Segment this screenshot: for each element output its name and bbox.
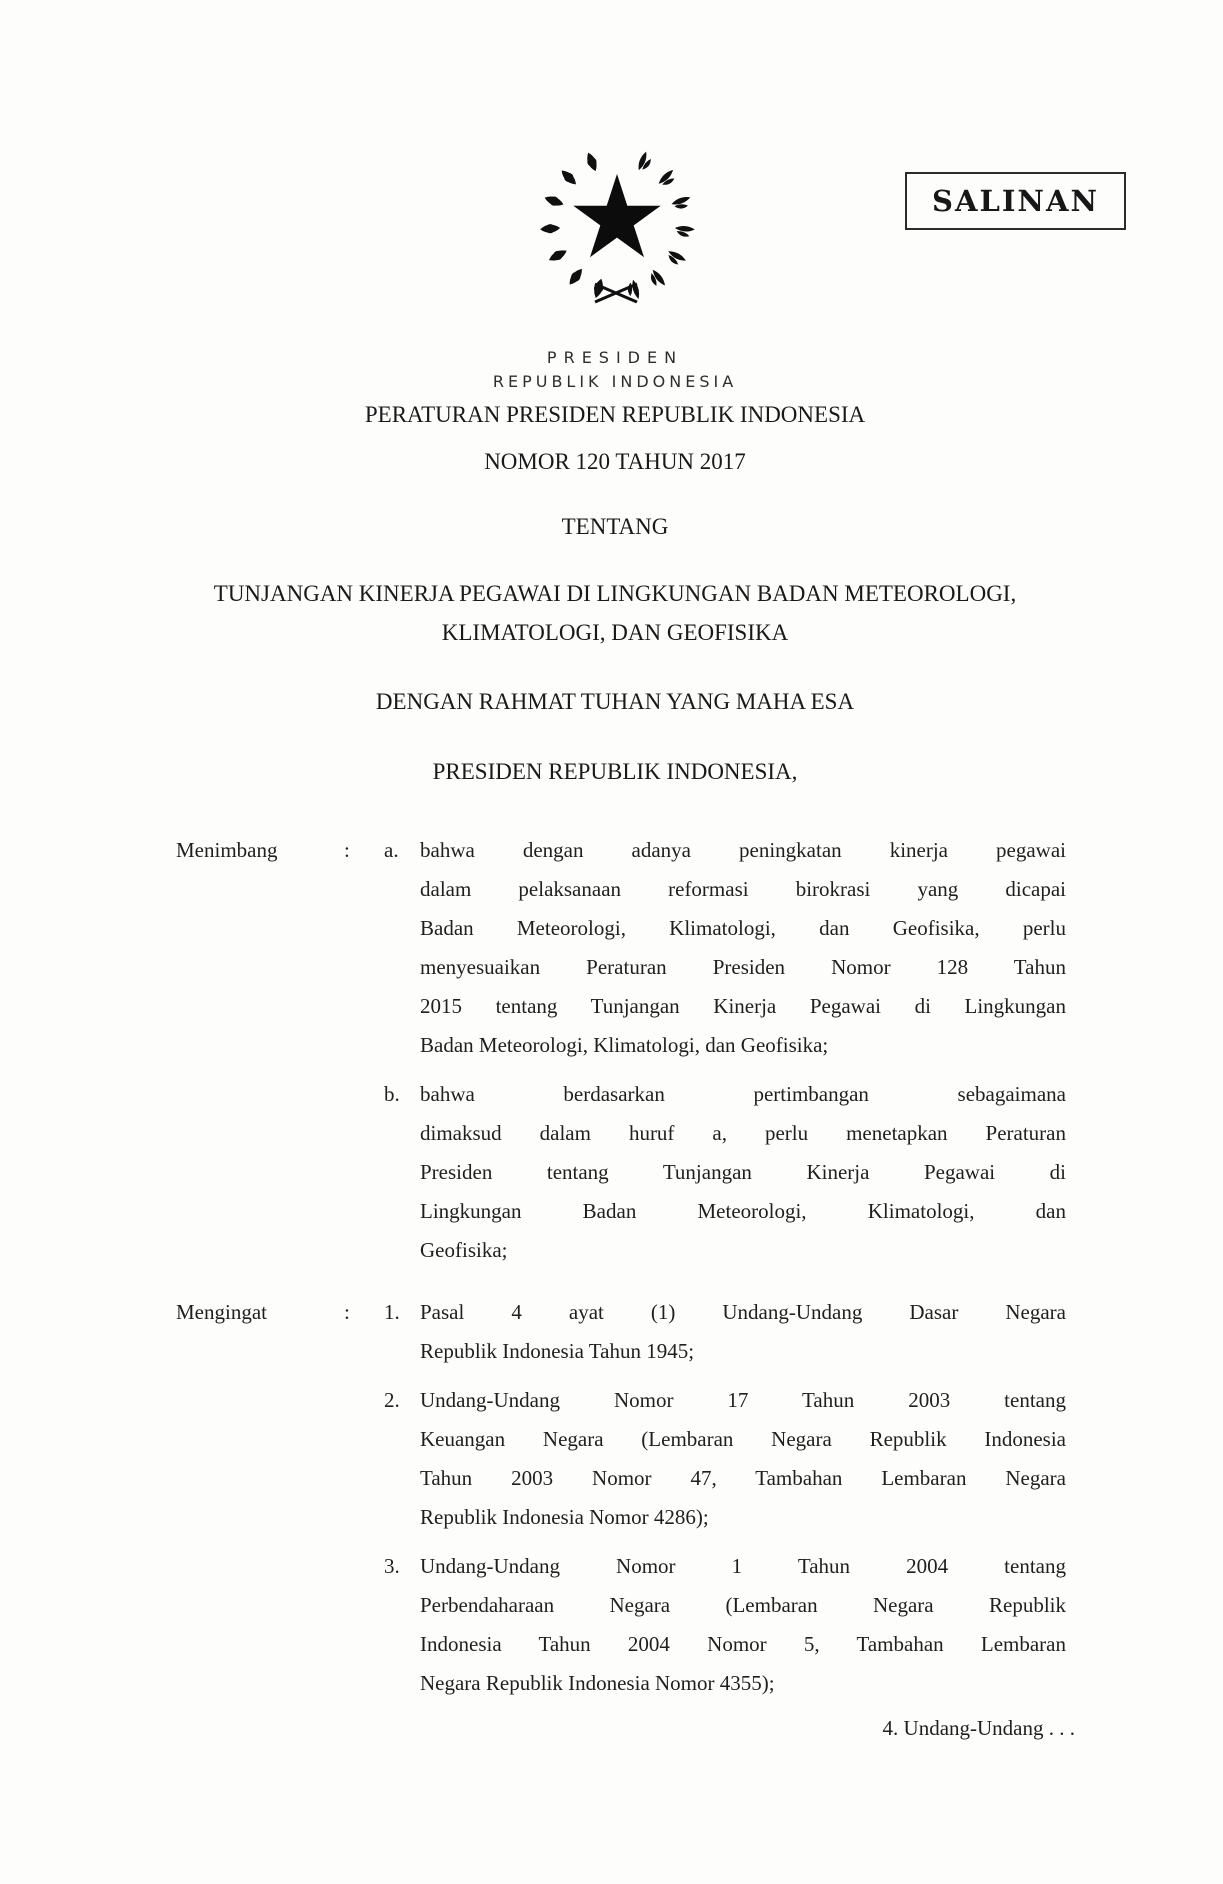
text-line: Lingkungan Badan Meteorologi, Klimatologi, dan	[420, 1199, 1066, 1223]
wreath-right	[625, 151, 695, 302]
regulation-subject-line1: TUNJANGAN KINERJA PEGAWAI DI LINGKUNGAN BADAN METEOROLOGI,	[213, 581, 1017, 606]
text-line: Pasal 4 ayat (1) Undang-Undang Dasar Negara	[420, 1300, 1066, 1324]
salinan-stamp-box	[905, 172, 1126, 230]
text-line: Republik Indonesia Tahun 1945;	[420, 1339, 695, 1363]
invocation-line: DENGAN RAHMAT TUHAN YANG MAHA ESA	[375, 689, 855, 714]
menimbang-label: Menimbang	[176, 838, 278, 862]
wreath-left	[540, 151, 606, 299]
text-line: Badan Meteorologi, Klimatologi, dan Geofisika;	[420, 1033, 829, 1057]
text-line: Keuangan Negara (Lembaran Negara Republik Indonesia	[420, 1427, 1066, 1451]
star-icon	[573, 174, 660, 257]
text-line: bahwa dengan adanya peningkatan kinerja pegawai	[420, 838, 1066, 862]
letterhead-republik-indonesia: REPUBLIK INDONESIA	[492, 372, 738, 391]
text-line: menyesuaikan Peraturan Presiden Nomor 128 Tahun	[420, 955, 1066, 979]
regulation-subject-line2: KLIMATOLOGI, DAN GEOFISIKA	[441, 620, 789, 645]
menimbang-colon: :	[344, 838, 350, 862]
text-line: Republik Indonesia Nomor 4286);	[420, 1505, 709, 1529]
text-line: bahwa berdasarkan pertimbangan sebagaimana	[420, 1082, 1066, 1106]
text-line: dimaksud dalam huruf a, perlu menetapkan Peraturan	[420, 1121, 1066, 1145]
item-text	[420, 1075, 1066, 1270]
text-line: Presiden tentang Tunjangan Kinerja Pegawai di	[420, 1160, 1066, 1184]
presidential-seal-graphic	[527, 140, 707, 308]
menimbang-items	[384, 831, 1066, 1270]
text-line: Tahun 2003 Nomor 47, Tambahan Lembaran Negara	[420, 1466, 1066, 1490]
menimbang-section	[176, 831, 1066, 1270]
item-marker: 1.	[384, 1300, 400, 1324]
mengingat-colon: :	[344, 1300, 350, 1324]
item-marker: b.	[384, 1082, 400, 1106]
text-line: Perbendaharaan Negara (Lembaran Negara Republik	[420, 1593, 1066, 1617]
text-line: 2015 tentang Tunjangan Kinerja Pegawai di Lingkungan	[420, 994, 1066, 1018]
text-line: Undang-Undang Nomor 17 Tahun 2003 tentang	[420, 1388, 1066, 1412]
list-item	[384, 1075, 1066, 1270]
item-text	[420, 1293, 1066, 1371]
mengingat-items	[384, 1293, 1066, 1703]
text-line: Badan Meteorologi, Klimatologi, dan Geofisika, perlu	[420, 916, 1066, 940]
enacting-authority-line: PRESIDEN REPUBLIK INDONESIA,	[432, 759, 798, 784]
list-item	[384, 1547, 1066, 1703]
letterhead-presiden: PRESIDEN	[546, 348, 684, 367]
text-line: dalam pelaksanaan reformasi birokrasi yang dicapai	[420, 877, 1066, 901]
text-line: Negara Republik Indonesia Nomor 4355);	[420, 1671, 775, 1695]
item-marker: 3.	[384, 1554, 400, 1578]
mengingat-section	[176, 1293, 1066, 1703]
regulation-title: PERATURAN PRESIDEN REPUBLIK INDONESIA	[364, 402, 866, 427]
tentang-heading: TENTANG	[561, 514, 669, 539]
text-line: Indonesia Tahun 2004 Nomor 5, Tambahan Lembaran	[420, 1632, 1066, 1656]
list-item	[384, 1293, 1066, 1371]
item-text	[420, 831, 1066, 1065]
salinan-stamp-label: SALINAN	[932, 184, 1099, 218]
item-text	[420, 1381, 1066, 1537]
list-item	[384, 831, 1066, 1065]
letterhead	[145, 346, 1085, 394]
regulation-subject	[145, 574, 1085, 652]
item-marker: a.	[384, 838, 399, 862]
presidential-star-seal	[527, 140, 707, 308]
mengingat-label: Mengingat	[176, 1300, 267, 1324]
item-marker: 2.	[384, 1388, 400, 1412]
list-item	[384, 1381, 1066, 1537]
text-line: Geofisika;	[420, 1238, 508, 1262]
item-text	[420, 1547, 1066, 1703]
text-line: Undang-Undang Nomor 1 Tahun 2004 tentang	[420, 1554, 1066, 1578]
regulation-number: NOMOR 120 TAHUN 2017	[484, 449, 746, 474]
page-catchword: 4. Undang-Undang . . .	[882, 1716, 1075, 1740]
